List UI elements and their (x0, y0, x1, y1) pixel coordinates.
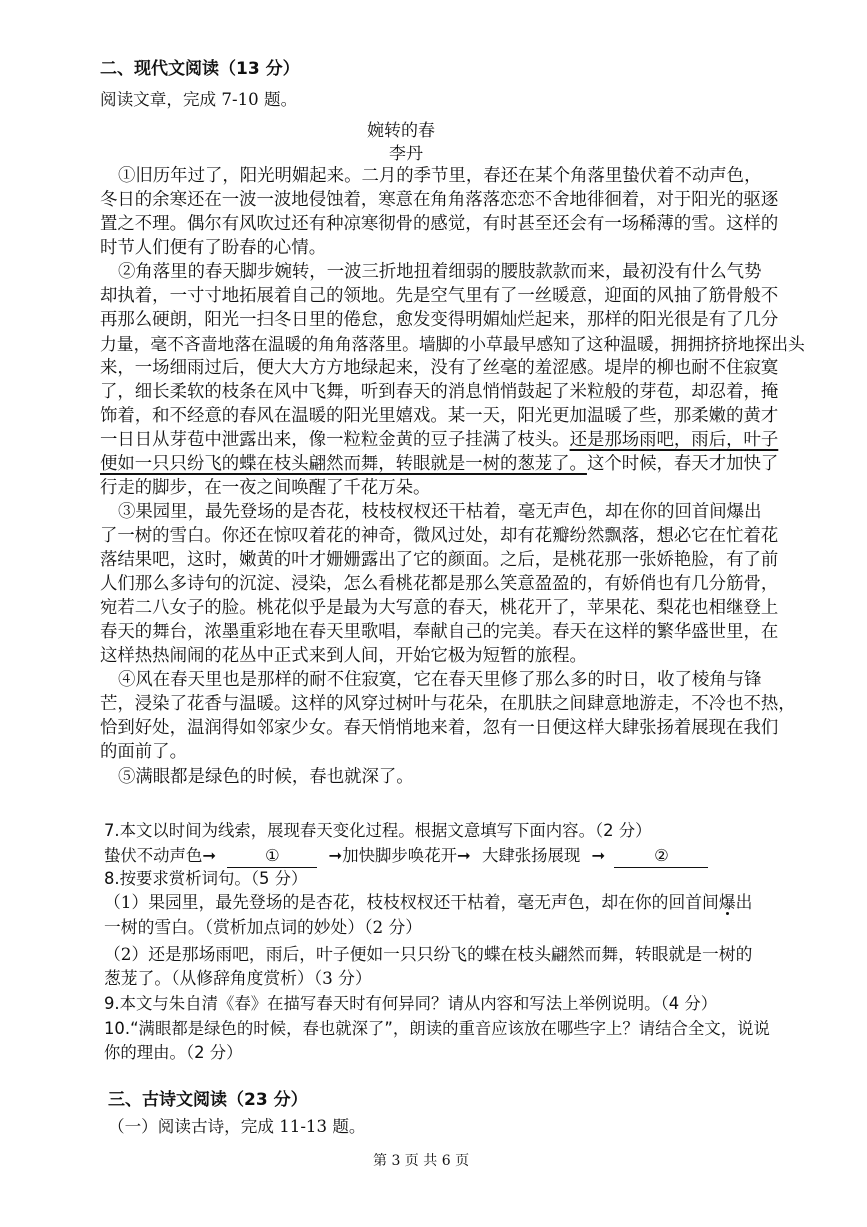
question-9: 9.本文与朱自清《春》在描写春天时有何异同？请从内容和写法上举例说明。（4 分） (104, 994, 718, 1013)
paragraph-2-text: 这个时候，春天才加快了 (586, 454, 779, 474)
paragraph-3-line: 了一树的雪白。你还在惊叹着花的神奇，微风过处，却有花瓣纷然飘落，想必它在忙着花 (100, 526, 779, 546)
section-3-subheading: （一）阅读古诗，完成 11-13 题。 (108, 1117, 366, 1136)
question-8-1-text: 出 (735, 892, 753, 912)
question-8-2-line: 葱茏了。（从修辞角度赏析）（3 分） (104, 968, 372, 988)
question-8-1-line (104, 891, 752, 914)
paragraph-1-line: 冬日的余寒还在一波一波地侵蚀着，寒意在角角落落恋恋不舍地徘徊着，对于阳光的驱逐 (100, 190, 779, 210)
flow-step-1: 蛰伏不动声色➞ (104, 846, 217, 865)
question-7: 7.本文以时间为线索，展现春天变化过程。根据文意填写下面内容。（2 分） (104, 821, 652, 840)
question-7-flow (104, 844, 708, 868)
section-instruction: 阅读文章，完成 7-10 题。 (100, 90, 298, 109)
paragraph-3-line: 落结果吧，这时，嫩黄的叶才姗姗露出了它的颜面。之后，是桃花那一张娇艳脸，有了前 (100, 550, 779, 570)
section-heading-classical-reading: 三、古诗文阅读（23 分） (108, 1090, 308, 1110)
article-author: 李丹 (389, 144, 423, 164)
paragraph-2-line (100, 429, 778, 452)
question-8-2-line: （2）还是那场雨吧，雨后，叶子便如一只只纷飞的蝶在枝头翩然而舞，转眼就是一树的 (104, 944, 753, 964)
flow-step-3: 大肆张扬展现 (481, 846, 581, 865)
blank-2-label: ② (654, 846, 669, 865)
section-heading-modern-reading: 二、现代文阅读（13 分） (100, 59, 300, 79)
paragraph-4-line: 恰到好处，温润得如邻家少女。春天悄悄地来着，忽有一日便这样大肆张扬着展现在我们 (100, 718, 779, 738)
paragraph-2-line: 行走的脚步，在一夜之间唤醒了千花万朵。 (100, 478, 431, 498)
underlined-sentence: 便如一只只纷飞的蝶在枝头翩然而舞，转眼就是一树的葱茏了。 (100, 454, 587, 474)
paragraph-2-text: 一日日从芽苞中泄露出来，像一粒粒金黄的豆子挂满了枝头。 (100, 430, 570, 450)
paragraph-3-line: 春天的舞台，浓墨重彩地在春天里歌唱，奉献自己的完美。春天在这样的繁华盛世里，在 (100, 622, 779, 642)
question-10-line: 10.“满眼都是绿色的时候，春也就深了”，朗读的重音应该放在哪些字上？请结合全文，说说 (104, 1019, 770, 1038)
paragraph-2-line: 饰着，和不经意的春风在温暖的阳光里嬉戏。某一天，阳光更加温暖了些，那柔嫩的黄才 (100, 406, 779, 426)
question-10-line: 你的理由。（2 分） (104, 1043, 243, 1062)
flow-arrow: ➞ (591, 846, 606, 865)
paragraph-3-line: 这样热热闹闹的花丛中正式来到人间，开始它极为短暂的旅程。 (100, 646, 587, 666)
paragraph-4-line: 芒，浸染了花香与温暖。这样的风穿过树叶与花朵，在肌肤之间肆意地游走，不冷也不热， (100, 694, 796, 714)
page-number: 第 3 页 共 6 页 (373, 1153, 470, 1169)
paragraph-2-line: 再那么硬朗，阳光一扫冬日里的倦怠，愈发变得明媚灿烂起来，那样的阳光很是有了几分 (100, 310, 779, 330)
paragraph-5-line: ⑤满眼都是绿色的时候，春也就深了。 (118, 767, 414, 787)
answer-blank-2[interactable] (614, 844, 708, 868)
article-title: 婉转的春 (367, 121, 435, 141)
paragraph-2-line: 力量，毫不吝啬地落在温暖的角角落落里。墙脚的小草最早感知了这种温暖，拥拥挤挤地探出头 (100, 334, 805, 354)
paragraph-4-line: ④风在春天里也是那样的耐不住寂寞，它在春天里修了那么多的时日，收了棱角与锋 (118, 670, 762, 690)
paragraph-3-line: 宛若二八女子的脸。桃花似乎是最为大写意的春天，桃花开了，苹果花、梨花也相继登上 (100, 598, 779, 618)
answer-blank-1[interactable] (227, 844, 317, 868)
paragraph-2-line: 却执着，一寸寸地拓展着自己的领地。先是空气里有了一丝暖意，迎面的风抽了筋骨般不 (100, 286, 779, 306)
paragraph-1-line: 置之不理。偶尔有风吹过还有种凉寒彻骨的感觉，有时甚至还会有一场稀薄的雪。这样的 (100, 214, 779, 234)
question-8-1-text: （1）果园里，最先登场的是杏花，枝枝杈杈还干枯着，毫无声色，却在你的回首间 (104, 892, 719, 912)
paragraph-1-line: 时节人们便有了盼春的心情。 (100, 238, 327, 258)
paragraph-2-line: 来，一场细雨过后，便大大方方地绿起来，没有了丝毫的羞涩感。堤岸的柳也耐不住寂寞 (100, 358, 779, 378)
blank-1-label: ① (264, 846, 280, 865)
paragraph-2-line (100, 453, 778, 476)
underlined-sentence: 还是那场雨吧，雨后，叶子 (569, 430, 779, 450)
paragraph-2-line: 了，细长柔软的枝条在风中飞舞，听到春天的消息悄悄鼓起了米粒般的芽苞，却忍着，掩 (100, 382, 779, 402)
paragraph-3-line: ③果园里，最先登场的是杏花，枝枝杈杈还干枯着，毫无声色，却在你的回首间爆出 (118, 502, 762, 522)
paragraph-4-line: 的面前了。 (100, 742, 187, 762)
paragraph-3-line: 人们那么多诗句的沉淀、浸染，怎么看桃花都是那么笑意盈盈的，有娇俏也有几分筋骨， (100, 574, 779, 594)
paragraph-2-line: ②角落里的春天脚步婉转，一波三折地扭着细弱的腰肢款款而来，最初没有什么气势 (118, 262, 762, 282)
paragraph-1-line: ①旧历年过了，阳光明媚起来。二月的季节里，春还在某个角落里蛰伏着不动声色， (118, 166, 762, 186)
question-8-1-line: 一树的雪白。（赏析加点词的妙处）（2 分） (104, 917, 423, 937)
emphasized-word: 爆 (718, 892, 736, 912)
question-8: 8.按要求赏析词句。（5 分） (104, 869, 308, 888)
flow-step-2: ➞加快脚步唤花开➞ (328, 846, 471, 865)
